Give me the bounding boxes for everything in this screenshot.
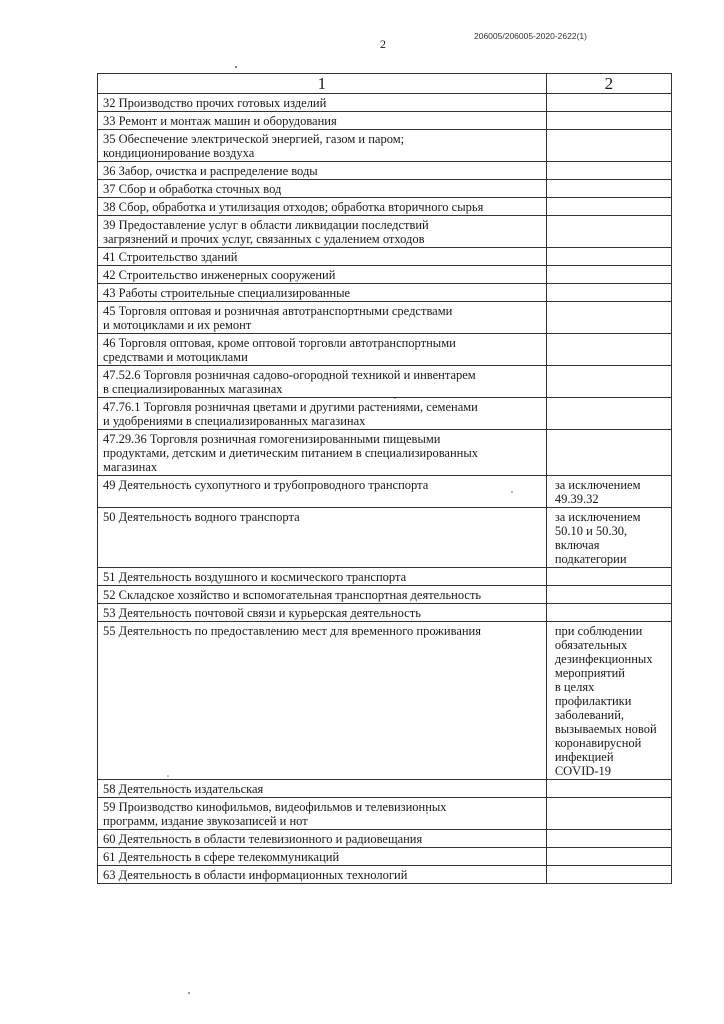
note-cell bbox=[546, 216, 671, 248]
table-row bbox=[98, 130, 672, 162]
table-row bbox=[98, 198, 672, 216]
activity-cell: 41 Строительство зданий bbox=[98, 248, 547, 266]
activity-cell: 58 Деятельность издательская bbox=[98, 780, 547, 798]
activity-cell: 38 Сбор, обработка и утилизация отходов; обработка вторичного сырья bbox=[98, 198, 547, 216]
table-row bbox=[98, 622, 672, 780]
note-cell bbox=[546, 398, 671, 430]
table-row bbox=[98, 180, 672, 198]
activity-cell: 60 Деятельность в области телевизионного и радиовещания bbox=[98, 830, 547, 848]
table-row bbox=[98, 848, 672, 866]
table-header-row bbox=[98, 74, 672, 94]
activity-cell: 35 Обеспечение электрической энергией, газом и паром; кондиционирование воздуха bbox=[98, 130, 547, 162]
note-cell bbox=[546, 284, 671, 302]
table-row bbox=[98, 568, 672, 586]
activity-cell: 50 Деятельность водного транспорта bbox=[98, 508, 547, 568]
table-row bbox=[98, 508, 672, 568]
note-cell bbox=[546, 430, 671, 476]
column-header-2: 2 bbox=[546, 74, 671, 94]
table-row bbox=[98, 780, 672, 798]
note-cell bbox=[546, 334, 671, 366]
note-cell bbox=[546, 248, 671, 266]
note-cell: при соблюдении обязательных дезинфекционных мероприятий в целях профилактики заболеваний, вызываемых новой коронавирусной инфекцией COVID-19 bbox=[546, 622, 671, 780]
note-cell bbox=[546, 586, 671, 604]
activity-cell: 39 Предоставление услуг в области ликвидации последствий загрязнений и прочих услуг, связанных с удалением отходов bbox=[98, 216, 547, 248]
note-cell bbox=[546, 848, 671, 866]
table-row bbox=[98, 830, 672, 848]
activity-cell: 53 Деятельность почтовой связи и курьерская деятельность bbox=[98, 604, 547, 622]
activity-cell: 32 Производство прочих готовых изделий bbox=[98, 94, 547, 112]
document-id: 206005/206005-2020-2622(1) bbox=[474, 31, 587, 41]
table-row bbox=[98, 162, 672, 180]
note-cell bbox=[546, 112, 671, 130]
note-cell bbox=[546, 830, 671, 848]
note-cell: за исключением 49.39.32 bbox=[546, 476, 671, 508]
table-row bbox=[98, 216, 672, 248]
table-row bbox=[98, 284, 672, 302]
table-row bbox=[98, 604, 672, 622]
table-row bbox=[98, 398, 672, 430]
note-cell bbox=[546, 180, 671, 198]
activity-cell: 33 Ремонт и монтаж машин и оборудования bbox=[98, 112, 547, 130]
note-cell bbox=[546, 162, 671, 180]
note-cell bbox=[546, 780, 671, 798]
note-cell bbox=[546, 198, 671, 216]
table-row bbox=[98, 586, 672, 604]
note-cell bbox=[546, 94, 671, 112]
table-row bbox=[98, 866, 672, 884]
activity-cell: 45 Торговля оптовая и розничная автотранспортными средствами и мотоциклами и их ремонт bbox=[98, 302, 547, 334]
note-cell bbox=[546, 866, 671, 884]
table-row bbox=[98, 798, 672, 830]
note-cell bbox=[546, 266, 671, 284]
note-cell: за исключением 50.10 и 50.30, включая подкатегории bbox=[546, 508, 671, 568]
table-row bbox=[98, 248, 672, 266]
activity-cell: 47.76.1 Торговля розничная цветами и другими растениями, семенами и удобрениями в специализированных магазинах bbox=[98, 398, 547, 430]
table-row bbox=[98, 366, 672, 398]
activity-cell: 37 Сбор и обработка сточных вод bbox=[98, 180, 547, 198]
note-cell bbox=[546, 798, 671, 830]
activity-cell: 42 Строительство инженерных сооружений bbox=[98, 266, 547, 284]
note-cell bbox=[546, 302, 671, 334]
activity-cell: 47.29.36 Торговля розничная гомогенизированными пищевыми продуктами, детским и диетическим питанием в специализированных магазинах bbox=[98, 430, 547, 476]
note-cell bbox=[546, 130, 671, 162]
page-number: 2 bbox=[380, 37, 386, 51]
activity-cell: 55 Деятельность по предоставлению мест для временного проживания bbox=[98, 622, 547, 780]
activity-cell: 52 Складское хозяйство и вспомогательная транспортная деятельность bbox=[98, 586, 547, 604]
activities-table bbox=[97, 73, 672, 884]
note-cell bbox=[546, 604, 671, 622]
table-row bbox=[98, 334, 672, 366]
activity-cell: 43 Работы строительные специализированные bbox=[98, 284, 547, 302]
table-row bbox=[98, 266, 672, 284]
activity-cell: 51 Деятельность воздушного и космического транспорта bbox=[98, 568, 547, 586]
activity-cell: 59 Производство кинофильмов, видеофильмов и телевизионных программ, издание звукозаписей и нот bbox=[98, 798, 547, 830]
activity-cell: 61 Деятельность в сфере телекоммуникаций bbox=[98, 848, 547, 866]
table-row bbox=[98, 430, 672, 476]
activity-cell: 36 Забор, очистка и распределение воды bbox=[98, 162, 547, 180]
activity-cell: 49 Деятельность сухопутного и трубопроводного транспорта bbox=[98, 476, 547, 508]
table-row bbox=[98, 302, 672, 334]
table-row bbox=[98, 112, 672, 130]
activity-cell: 46 Торговля оптовая, кроме оптовой торговли автотранспортными средствами и мотоциклами bbox=[98, 334, 547, 366]
activity-cell: 47.52.6 Торговля розничная садово-огородной техникой и инвентарем в специализированных магазинах bbox=[98, 366, 547, 398]
note-cell bbox=[546, 568, 671, 586]
table-row bbox=[98, 476, 672, 508]
column-header-1: 1 bbox=[98, 74, 547, 94]
table-row bbox=[98, 94, 672, 112]
activity-cell: 63 Деятельность в области информационных технологий bbox=[98, 866, 547, 884]
note-cell bbox=[546, 366, 671, 398]
